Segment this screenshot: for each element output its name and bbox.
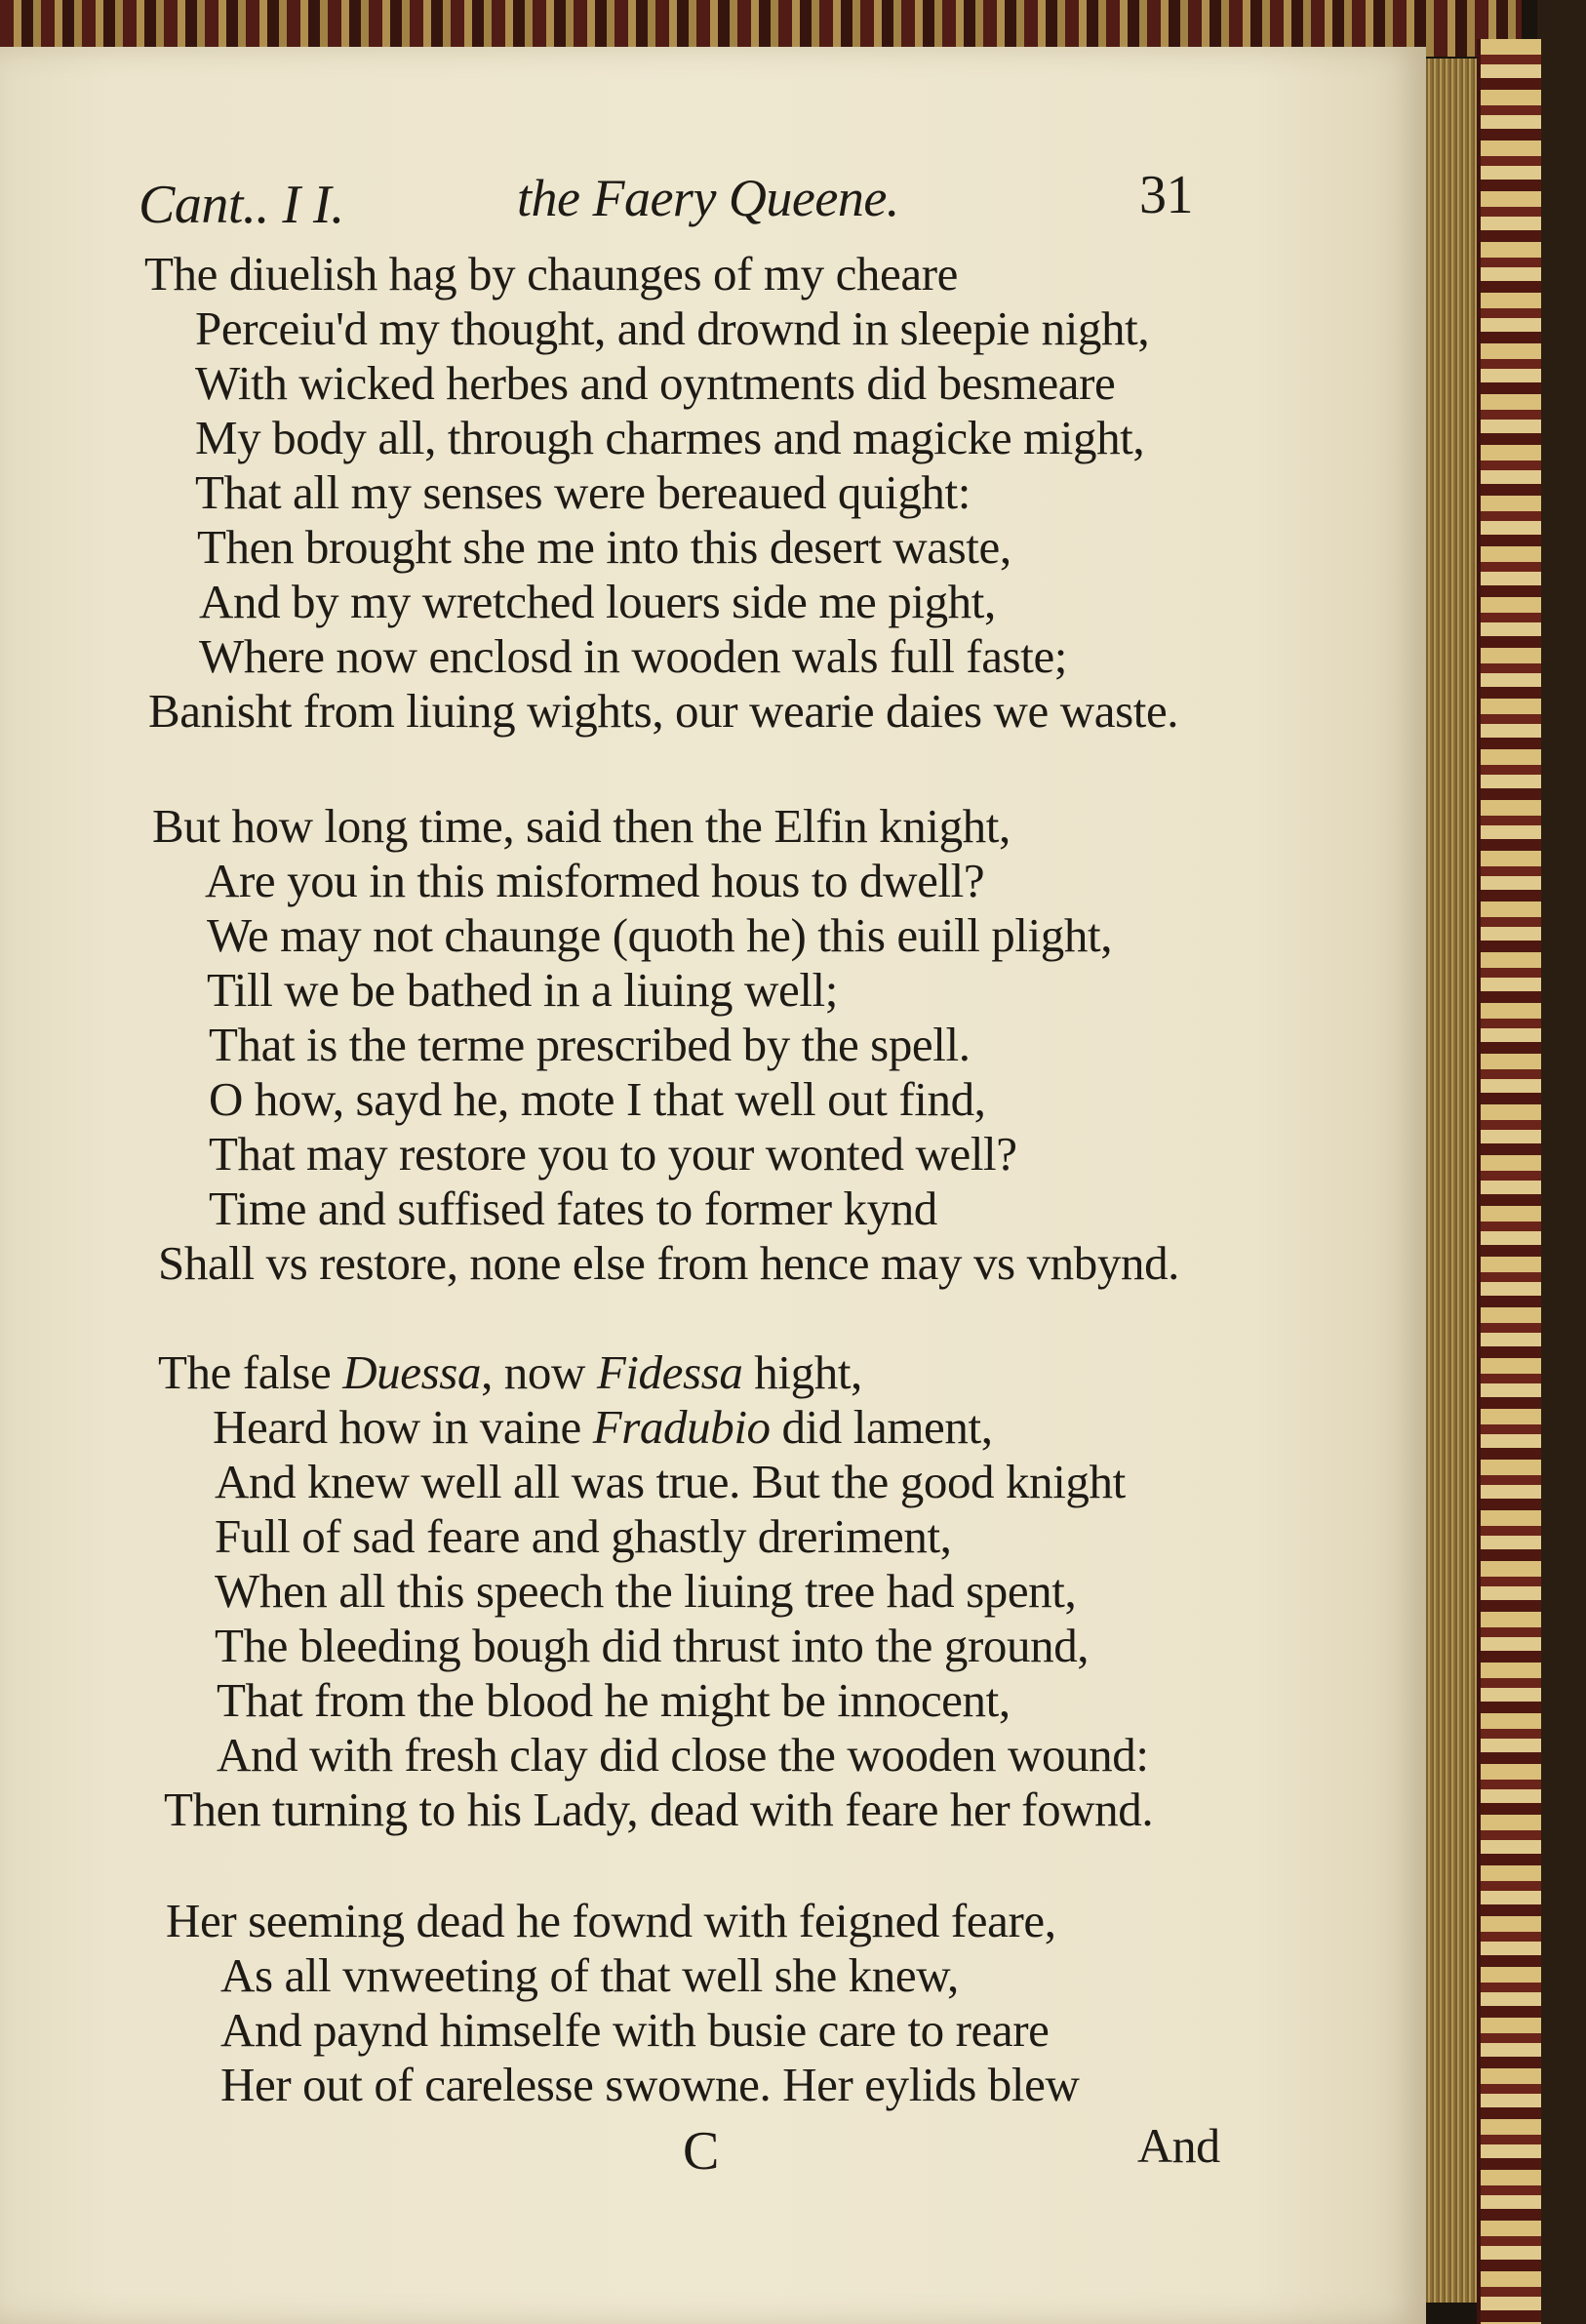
verse-line: We may not chaunge (quoth he) this euill plight,: [207, 908, 1113, 962]
verse-line: Her out of carelesse swowne. Her eylids blew: [220, 2058, 1080, 2111]
canto-label: Cant.. I I.: [139, 175, 344, 235]
verse-line: The false Duessa, now Fidessa hight,: [158, 1345, 862, 1399]
signature-mark: C: [683, 2121, 719, 2182]
page-number: 31: [1139, 165, 1193, 225]
verse-line: And by my wretched louers side me pight,: [199, 575, 996, 628]
verse-line: My body all, through charmes and magicke might,: [195, 411, 1145, 464]
verse-line: Where now enclosd in wooden wals full faste;: [199, 629, 1068, 683]
verse-line: O how, sayd he, mote I that well out find,: [209, 1072, 986, 1126]
book-page: [0, 47, 1426, 2324]
verse-line: The bleeding bough did thrust into the ground,: [215, 1619, 1090, 1672]
verse-line: That from the blood he might be innocent,: [217, 1673, 1011, 1727]
verse-line: Shall vs restore, none else from hence may vs vnbynd.: [158, 1236, 1180, 1290]
verse-line: Then brought she me into this desert waste,: [197, 520, 1011, 574]
verse-line: That all my senses were bereaued quight:: [195, 465, 971, 519]
verse-line: With wicked herbes and oyntments did besmeare: [195, 356, 1116, 410]
verse-line: And with fresh clay did close the wooden wound:: [217, 1728, 1149, 1782]
verse-line: Full of sad feare and ghastly dreriment,: [215, 1509, 952, 1563]
verse-line: Heard how in vaine Fradubio did lament,: [213, 1400, 993, 1454]
verse-line: The diuelish hag by chaunges of my cheare: [144, 247, 958, 301]
gilded-page-edge: [1426, 59, 1477, 2303]
verse-line: That may restore you to your wonted well?: [209, 1127, 1017, 1181]
verse-line: As all vnweeting of that well she knew,: [220, 1948, 959, 2002]
verse-line: Time and suffised fates to former kynd: [209, 1182, 937, 1235]
verse-line: Till we be bathed in a liuing well;: [207, 963, 838, 1017]
verse-line: Banisht from liuing wights, our wearie daies we waste.: [148, 684, 1179, 738]
verse-line: Her seeming dead he fownd with feigned feare,: [166, 1894, 1056, 1947]
running-title: the Faery Queene.: [517, 169, 899, 227]
verse-line: And knew well all was true. But the good knight: [215, 1455, 1126, 1508]
catchword: And: [1137, 2118, 1220, 2173]
ornamental-binding: [1477, 39, 1541, 2324]
verse-line: When all this speech the liuing tree had spent,: [215, 1564, 1077, 1618]
verse-line: That is the terme prescribed by the spell.: [209, 1018, 971, 1071]
verse-line: But how long time, said then the Elfin knight,: [152, 799, 1011, 853]
verse-line: Are you in this misformed hous to dwell?: [205, 854, 985, 907]
background-edge: [1537, 0, 1586, 2324]
verse-line: Perceiu'd my thought, and drownd in sleepie night,: [195, 301, 1150, 355]
verse-line: And paynd himselfe with busie care to reare: [220, 2003, 1050, 2057]
verse-line: Then turning to his Lady, dead with feare her fownd.: [164, 1783, 1154, 1836]
